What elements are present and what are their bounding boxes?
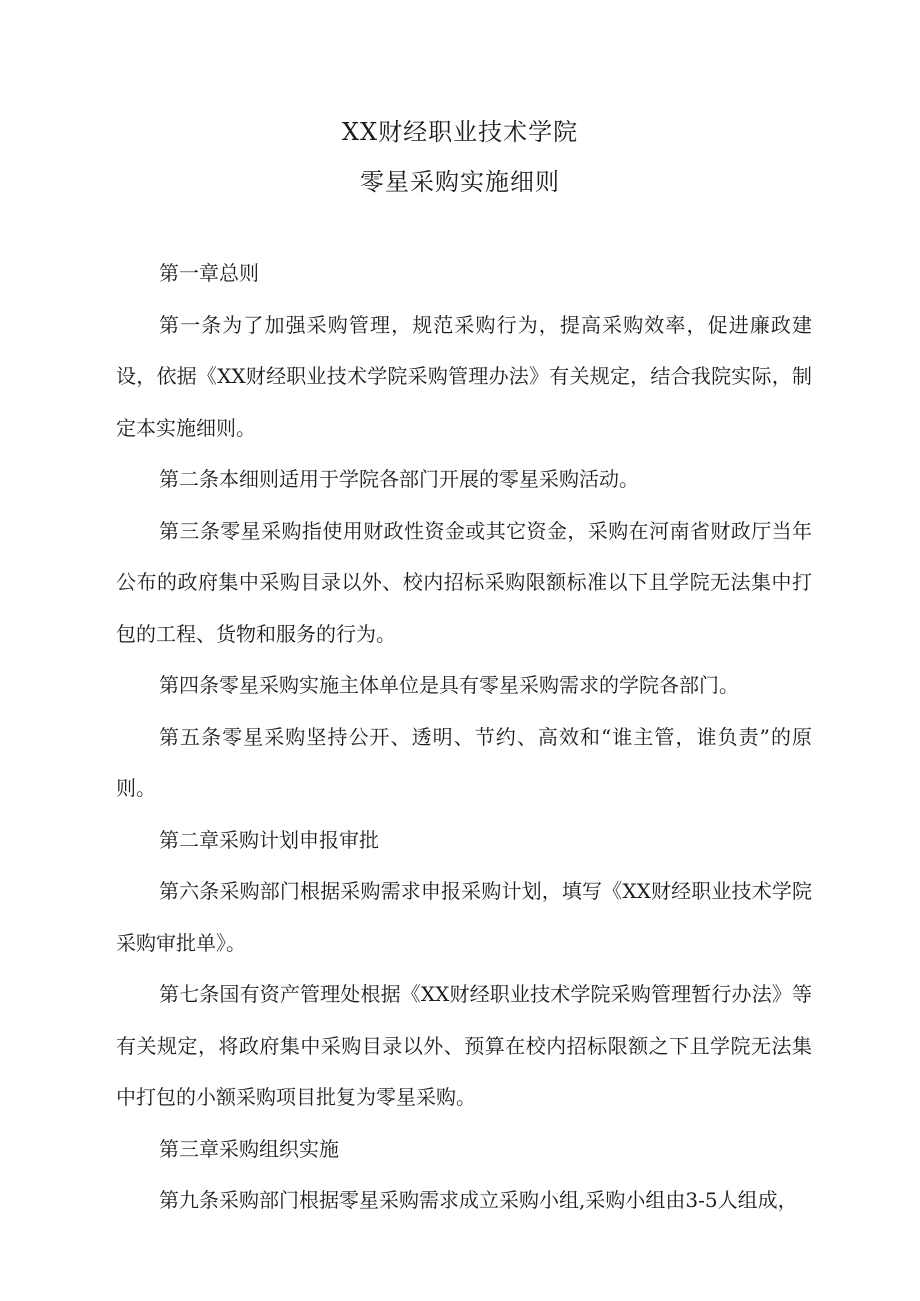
article-paragraph: 第五条零星采购坚持公开、透明、节约、高效和“谁主管，谁负责”的原则。: [116, 724, 812, 800]
chapter-heading: 第二章采购计划申报审批: [159, 827, 379, 852]
article-paragraph: 第四条零星采购实施主体单位是具有零星采购需求的学院各部门。: [159, 673, 739, 697]
document-title: XX财经职业技术学院: [341, 118, 579, 146]
article-paragraph: 第七条国有资产管理处根据《XX财经职业技术学院采购管理暂行办法》等有关规定，将政府集中采购目录以外、预算在校内招标限额之下且学院无法集中打包的小额采购项目批复为零星采购。: [116, 982, 812, 1109]
article-paragraph: 第三条零星采购指使用财政性资金或其它资金，采购在河南省财政厅当年公布的政府集中采购目录以外、校内招标采购限额标准以下且学院无法集中打包的工程、货物和服务的行为。: [116, 518, 812, 646]
article-paragraph: 第一条为了加强采购管理，规范采购行为，提高采购效率，促进廉政建设，依据《XX财经职业技术学院采购管理办法》有关规定，结合我院实际，制定本实施细则。: [116, 312, 812, 440]
document-body: [116, 248, 812, 1227]
article-paragraph: 第九条采购部门根据零星采购需求成立采购小组,采购小组由3-5人组成，: [159, 1188, 798, 1212]
article-paragraph: 第二条本细则适用于学院各部门开展的零星采购活动。: [159, 467, 639, 491]
document-subtitle: 零星采购实施细则: [360, 168, 560, 196]
chapter-heading: 第三章采购组织实施: [159, 1136, 339, 1161]
article-paragraph: 第六条采购部门根据采购需求申报采购计划，填写《XX财经职业技术学院采购审批单》。: [116, 879, 812, 955]
chapter-heading: 第一章总则: [159, 261, 259, 285]
